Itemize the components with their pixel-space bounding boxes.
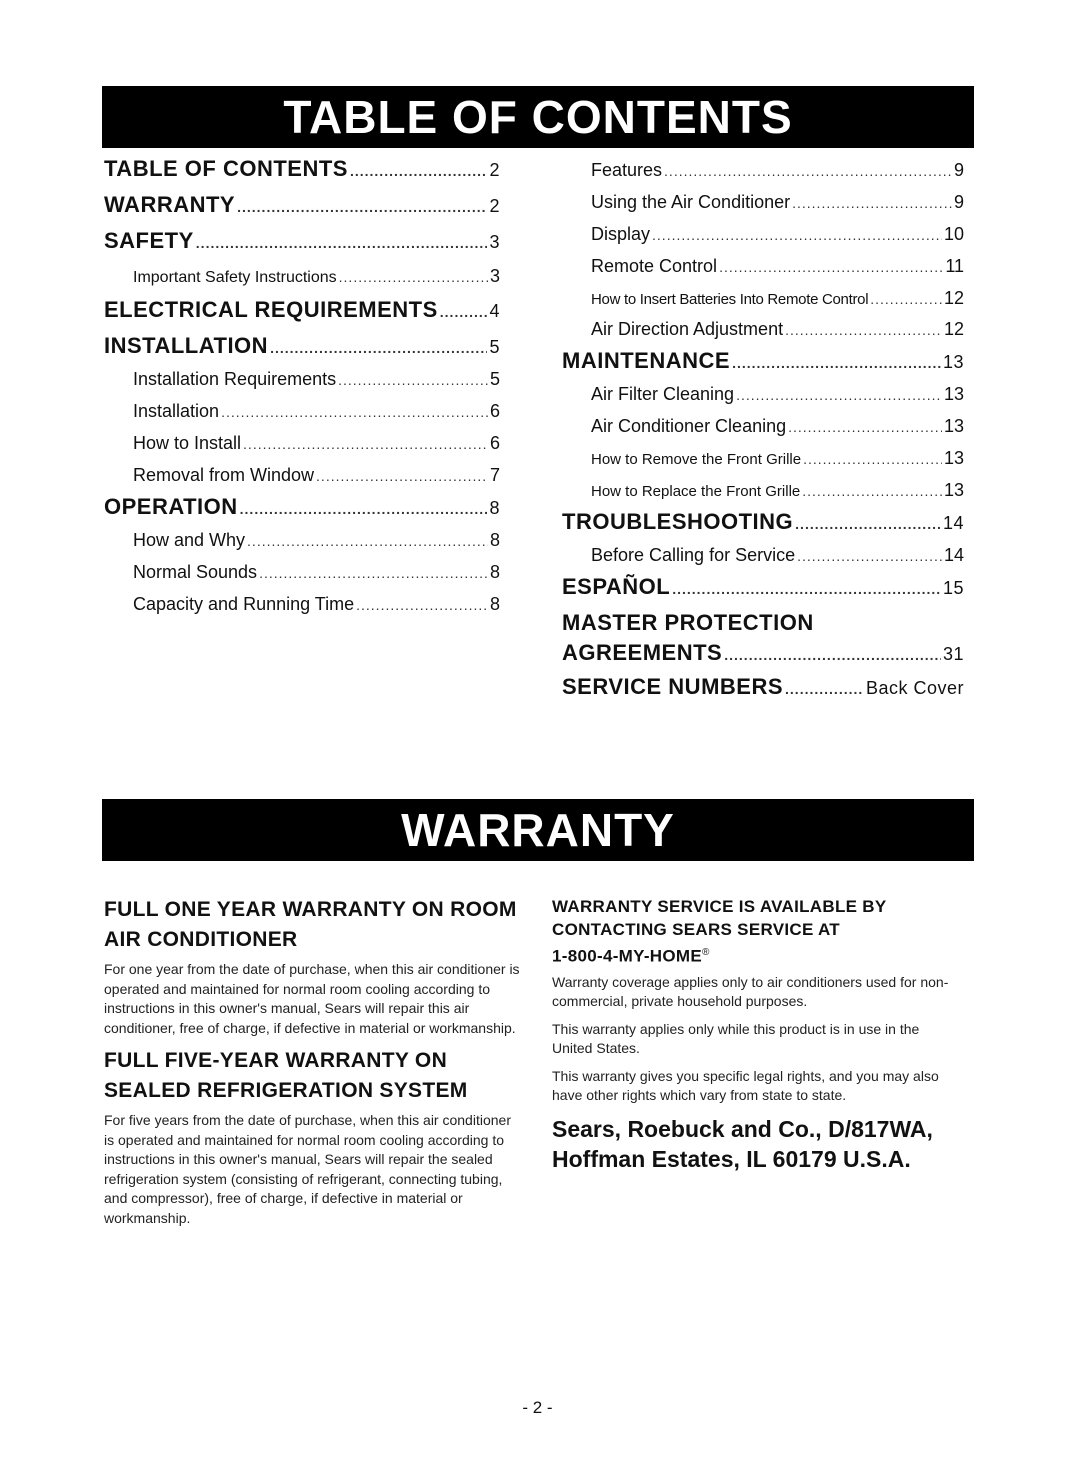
toc-page: 6 xyxy=(489,401,500,421)
toc-leader xyxy=(338,372,488,388)
toc-page: 13 xyxy=(943,480,964,500)
toc-leader xyxy=(237,199,487,215)
toc-entry[interactable] xyxy=(104,433,500,454)
toc-entry[interactable] xyxy=(562,574,964,600)
toc-page: 15 xyxy=(942,578,964,598)
toc-label: INSTALLATION xyxy=(104,333,269,358)
toc-label: ESPAÑOL xyxy=(562,574,671,599)
toc-leader xyxy=(247,533,488,549)
toc-entry[interactable] xyxy=(562,480,964,501)
legal-rights-text: This warranty gives you specific legal rights, and you may also have other rights which vary from state to state. xyxy=(552,1067,939,1104)
toc-leader xyxy=(196,235,488,251)
toc-page: 3 xyxy=(489,232,500,252)
toc-page: 11 xyxy=(945,256,964,276)
toc-entry[interactable] xyxy=(104,401,500,422)
toc-entry[interactable] xyxy=(562,545,964,566)
toc-left-column xyxy=(104,156,500,615)
toc-entry[interactable] xyxy=(104,333,500,359)
toc-label: Before Calling for Service xyxy=(591,545,796,565)
one-year-warranty-heading: FULL ONE YEAR WARRANTY ON ROOM AIR CONDITIONER xyxy=(104,898,517,951)
toc-label: TROUBLESHOOTING xyxy=(562,509,794,534)
toc-page: 14 xyxy=(942,513,964,533)
toc-leader xyxy=(797,548,942,564)
toc-page: 13 xyxy=(943,384,964,404)
toc-entry[interactable] xyxy=(104,297,500,323)
toc-right-column xyxy=(562,156,964,700)
toc-page: 6 xyxy=(489,433,500,453)
service-phone[interactable]: 1-800-4-MY-HOME xyxy=(552,946,702,966)
company-address-line2: Hoffman Estates, IL 60179 U.S.A. xyxy=(552,1145,911,1172)
toc-leader xyxy=(440,304,488,320)
company-address-line1: Sears, Roebuck and Co., D/817WA, xyxy=(552,1115,933,1142)
toc-page: 7 xyxy=(489,465,500,485)
toc-leader xyxy=(259,565,488,581)
toc-label: Capacity and Running Time xyxy=(133,594,355,614)
toc-leader xyxy=(732,355,941,371)
toc-label: How to Replace the Front Grille xyxy=(591,483,801,500)
toc-label[interactable]: MASTER PROTECTION xyxy=(562,610,814,635)
toc-page: Back Cover xyxy=(865,678,964,698)
toc-label: How to Remove the Front Grille xyxy=(591,451,802,468)
five-year-warranty-text: For five years from the date of purchase, when this air conditioner is operated and maintained for normal room cooling according to instructions in this owner's manual, Sears will repair the sealed refrigeration system (consisting of refrigerant, connecting tubing, and compressor), free of charge, if defective in material or workmanship. xyxy=(104,1112,511,1226)
toc-entry[interactable] xyxy=(562,640,964,666)
company-address xyxy=(552,1114,962,1174)
toc-leader xyxy=(221,404,488,420)
toc-page: 4 xyxy=(489,301,500,321)
toc-page: 10 xyxy=(943,224,964,244)
toc-label: Installation xyxy=(133,401,220,421)
toc-entry[interactable] xyxy=(562,256,964,277)
toc-leader xyxy=(803,451,942,467)
toc-leader xyxy=(785,681,864,697)
toc-entry[interactable] xyxy=(562,288,964,309)
toc-page: 3 xyxy=(489,266,500,286)
toc-label: ELECTRICAL REQUIREMENTS xyxy=(104,297,438,322)
toc-label: Display xyxy=(591,224,651,244)
toc-entry[interactable] xyxy=(104,369,500,390)
toc-banner: TABLE OF CONTENTS xyxy=(102,86,974,148)
toc-entry[interactable] xyxy=(104,266,500,287)
toc-entry[interactable] xyxy=(562,448,964,469)
toc-label: Air Filter Cleaning xyxy=(591,384,735,404)
toc-page: 12 xyxy=(943,319,964,339)
toc-page: 8 xyxy=(489,498,500,518)
toc-entry[interactable] xyxy=(562,192,964,213)
toc-page: 8 xyxy=(489,594,500,614)
toc-entry[interactable] xyxy=(104,192,500,218)
toc-leader xyxy=(270,340,487,356)
toc-page: 5 xyxy=(489,369,500,389)
toc-entry[interactable] xyxy=(104,465,500,486)
toc-entry[interactable] xyxy=(104,530,500,551)
toc-page: 5 xyxy=(489,337,500,357)
toc-page: 13 xyxy=(943,416,964,436)
toc-entry[interactable] xyxy=(562,224,964,245)
toc-entry[interactable] xyxy=(562,384,964,405)
warranty-service-heading xyxy=(552,895,962,968)
toc-label: Important Safety Instructions xyxy=(133,269,337,286)
toc-label: SAFETY xyxy=(104,228,194,253)
toc-leader xyxy=(243,436,488,452)
toc-label: SERVICE NUMBERS xyxy=(562,674,784,699)
toc-page: 9 xyxy=(953,160,964,180)
toc-entry[interactable] xyxy=(104,156,500,182)
warranty-right-column xyxy=(552,895,962,1174)
toc-label: Air Conditioner Cleaning xyxy=(591,416,787,436)
toc-entry[interactable] xyxy=(104,494,500,520)
toc-label: Normal Sounds xyxy=(133,562,258,582)
toc-leader xyxy=(356,597,488,613)
one-year-warranty-text: For one year from the date of purchase, when this air conditioner is operated and maintained for normal room cooling according to instructions in this owner's manual, Sears will repair this air conditioner, free of charge, if defective in material or workmanship. xyxy=(104,961,520,1036)
toc-page: 13 xyxy=(943,448,964,468)
toc-page: 31 xyxy=(942,644,964,664)
toc-label: Remote Control xyxy=(591,256,718,276)
toc-leader xyxy=(316,468,488,484)
toc-label: MAINTENANCE xyxy=(562,348,731,373)
toc-label: How to Insert Batteries Into Remote Control xyxy=(591,291,869,308)
toc-label: Removal from Window xyxy=(133,465,315,485)
toc-leader xyxy=(719,259,943,275)
toc-entry[interactable] xyxy=(562,160,964,181)
toc-label: TABLE OF CONTENTS xyxy=(104,156,348,181)
toc-leader xyxy=(339,269,488,285)
toc-entry[interactable] xyxy=(562,674,964,700)
toc-label: Installation Requirements xyxy=(133,369,337,389)
warranty-service-heading-text: WARRANTY SERVICE IS AVAILABLE BY CONTACTING SEARS SERVICE AT xyxy=(552,897,887,939)
toc-leader xyxy=(795,516,941,532)
registered-mark: ® xyxy=(701,947,710,958)
toc-leader xyxy=(802,483,942,499)
toc-leader xyxy=(724,647,941,663)
toc-leader xyxy=(350,163,488,179)
coverage-text: Warranty coverage applies only to air conditioners used for non-commercial, private household purposes. xyxy=(552,973,949,1010)
us-only-text: This warranty applies only while this product is in use in the United States. xyxy=(552,1020,920,1057)
toc-page: 2 xyxy=(489,160,500,180)
toc-leader xyxy=(788,419,942,435)
toc-label: Using the Air Conditioner xyxy=(591,192,791,212)
toc-leader xyxy=(652,227,942,243)
toc-leader xyxy=(792,195,952,211)
toc-page: 8 xyxy=(489,562,500,582)
toc-label: WARRANTY xyxy=(104,192,236,217)
toc-label: AGREEMENTS xyxy=(562,640,723,665)
toc-entry[interactable] xyxy=(562,509,964,535)
toc-label: How to Install xyxy=(133,433,242,453)
toc-entry[interactable] xyxy=(562,416,964,437)
toc-leader xyxy=(240,501,488,517)
toc-page: 12 xyxy=(943,288,964,308)
toc-leader xyxy=(870,291,942,307)
toc-page: 14 xyxy=(943,545,964,565)
toc-entry[interactable] xyxy=(104,562,500,583)
warranty-banner: WARRANTY xyxy=(102,799,974,861)
toc-leader xyxy=(736,387,942,403)
toc-entry[interactable] xyxy=(104,228,500,254)
toc-leader xyxy=(672,581,941,597)
toc-leader xyxy=(785,322,942,338)
five-year-warranty-heading: FULL FIVE-YEAR WARRANTY ON SEALED REFRIGERATION SYSTEM xyxy=(104,1049,468,1102)
toc-entry[interactable] xyxy=(104,594,500,615)
toc-label: Air Direction Adjustment xyxy=(591,319,784,339)
toc-page: 8 xyxy=(489,530,500,550)
toc-page: 13 xyxy=(942,352,964,372)
toc-entry[interactable] xyxy=(562,348,964,374)
toc-leader xyxy=(664,163,952,179)
toc-page: 2 xyxy=(489,196,500,216)
page-number: - 2 - xyxy=(522,1398,553,1417)
toc-page: 9 xyxy=(953,192,964,212)
warranty-left-column xyxy=(104,895,524,1236)
toc-entry[interactable] xyxy=(562,319,964,340)
toc-label: How and Why xyxy=(133,530,246,550)
toc-label: Features xyxy=(591,160,663,180)
toc-label: OPERATION xyxy=(104,494,238,519)
